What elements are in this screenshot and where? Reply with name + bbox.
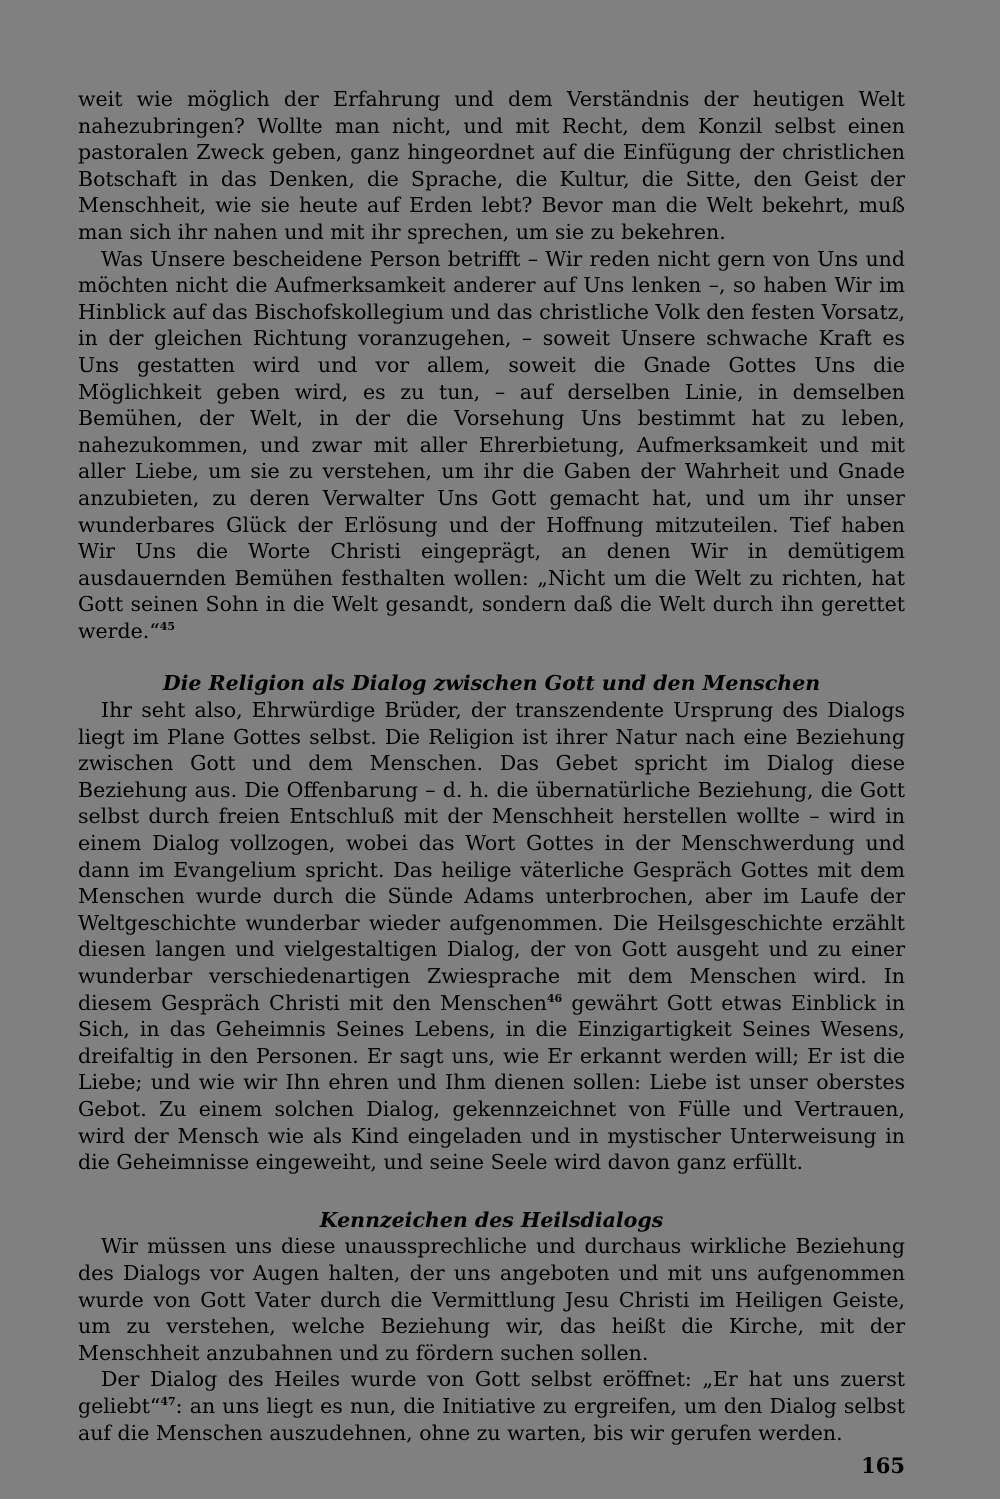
paragraph-text: gewährt Gott etwas Einblick in Sich, in das Geheimnis Seines Lebens, in die Einzigartigkeit Seines Wesens, dreifaltig in den Personen. Er sagt uns, wie Er erkannt werden will; Er ist die Liebe; und wie wir Ihn ehren und Ihm dienen sollen: Liebe ist unser oberstes Gebot. Zu einem solchen Dialog, gekennzeichnet von Fülle und Vertrauen, wird der Mensch wie als Kind eingeladen und in mystischer Unterweisung in die Geheimnisse eingeweiht, und seine Seele wird davon ganz erfüllt. bbox=[78, 990, 905, 1175]
footnote-marker: 45 bbox=[159, 620, 176, 634]
paragraph-text: Ihr seht also, Ehrwürdige Brüder, der transzendente Ursprung des Dialogs liegt im Plane Gottes selbst. Die Religion ist ihrer Natur nach eine Beziehung zwischen Gott und dem Menschen. Das Gebet spricht im Dialog diese Beziehung aus. Die Offenbarung – d. h. die übernatürliche Beziehung, die Gott selbst durch freien Entschluß mit der Menschheit herstellen wollte – wird in einem Dialog vollzogen, wobei das Wort Gottes in der Menschwerdung und dann im Evangelium spricht. Das heilige väterliche Gespräch Gottes mit dem Menschen wurde durch die Sünde Adams unterbrochen, aber im Laufe der Weltgeschichte wunderbar wieder aufgenommen. Die Heilsgeschichte erzählt diesen langen und vielgestaltigen Dialog, der von Gott ausgeht und zu einer wunderbar verschiedenartigen Zwiesprache mit dem Menschen wird. In diesem Gespräch Christi mit den Menschen bbox=[78, 698, 905, 1015]
section-heading-religion-dialog: Die Religion als Dialog zwischen Gott und den Menschen bbox=[162, 671, 821, 696]
paragraph-heilsdialog-1 bbox=[78, 1233, 905, 1366]
paragraph-heilsdialog-2 bbox=[78, 1366, 905, 1446]
paragraph-text: Wir müssen uns diese unaussprechliche und durchaus wirkliche Beziehung des Dialogs vor Augen halten, der uns angeboten und mit uns aufgenommen wurde von Gott Vater durch die Vermittlung Jesu Christi im Heiligen Geiste, um zu verstehen, welche Beziehung wir, das heißt die Kirche, mit der Menschheit anzubahnen und zu fördern suchen sollen. bbox=[78, 1234, 905, 1365]
paragraph-text: : an uns liegt es nun, die Initiative zu ergreifen, um den Dialog selbst auf die Menschen auszudehnen, ohne zu warten, bis wir gerufen werden. bbox=[78, 1393, 905, 1445]
footnote-marker: 47 bbox=[160, 1395, 176, 1409]
page-body bbox=[78, 86, 905, 1446]
paragraph-continuation bbox=[78, 86, 905, 246]
paragraph-personal-intent bbox=[78, 246, 905, 645]
paragraph-religion-dialog bbox=[78, 697, 905, 1176]
footnote-marker: 46 bbox=[546, 991, 563, 1005]
paragraph-text: weit wie möglich der Erfahrung und dem Verständnis der heutigen Welt nahezubringen? Wollte man nicht, und mit Recht, dem Konzil selbst einen pastoralen Zweck geben, ganz hingeordnet auf die Einfügung der christlichen Botschaft in das Denken, die Sprache, die Kultur, die Sitte, den Geist der Menschheit, wie sie heute auf Erden lebt? Bevor man die Welt bekehrt, muß man sich ihr nahen und mit ihr sprechen, um sie zu bekehren. bbox=[78, 87, 905, 244]
section-heading-heilsdialog: Kennzeichen des Heilsdialogs bbox=[319, 1207, 664, 1232]
paragraph-text: Der Dialog des Heiles wurde von Gott selbst eröffnet: „Er hat uns zuerst geliebt“ bbox=[78, 1367, 905, 1418]
paragraph-text: Was Unsere bescheidene Person betrifft – Wir reden nicht gern von Uns und möchten nicht die Aufmerksamkeit anderer auf Uns lenken –, so haben Wir im Hinblick auf das Bischofskollegium und das christliche Volk den festen Vorsatz, in der gleichen Richtung voranzugehen, – soweit Unsere schwache Kraft es Uns gestatten wird und vor allem, soweit die Gnade Gottes Uns die Möglichkeit geben wird, es zu tun, – auf derselben Linie, in demselben Bemühen, der Welt, in der die Vorsehung Uns bestimmt hat zu leben, nahezukommen, und zwar mit aller Ehrerbietung, Aufmerksamkeit und mit aller Liebe, um sie zu verstehen, um ihr die Gaben der Wahrheit und Gnade anzubieten, zu deren Verwalter Uns Gott gemacht hat, und um ihr unser wunderbares Glück der Erlösung und der Hoffnung mitzuteilen. Tief haben Wir Uns die Worte Christi eingeprägt, an denen Wir in demütigem ausdauernden Bemühen festhalten wollen: „Nicht um die Welt zu richten, hat Gott seinen Sohn in die Welt gesandt, sondern daß die Welt durch ihn gerettet werde.“ bbox=[78, 246, 905, 643]
page-number: 165 bbox=[861, 1453, 905, 1478]
